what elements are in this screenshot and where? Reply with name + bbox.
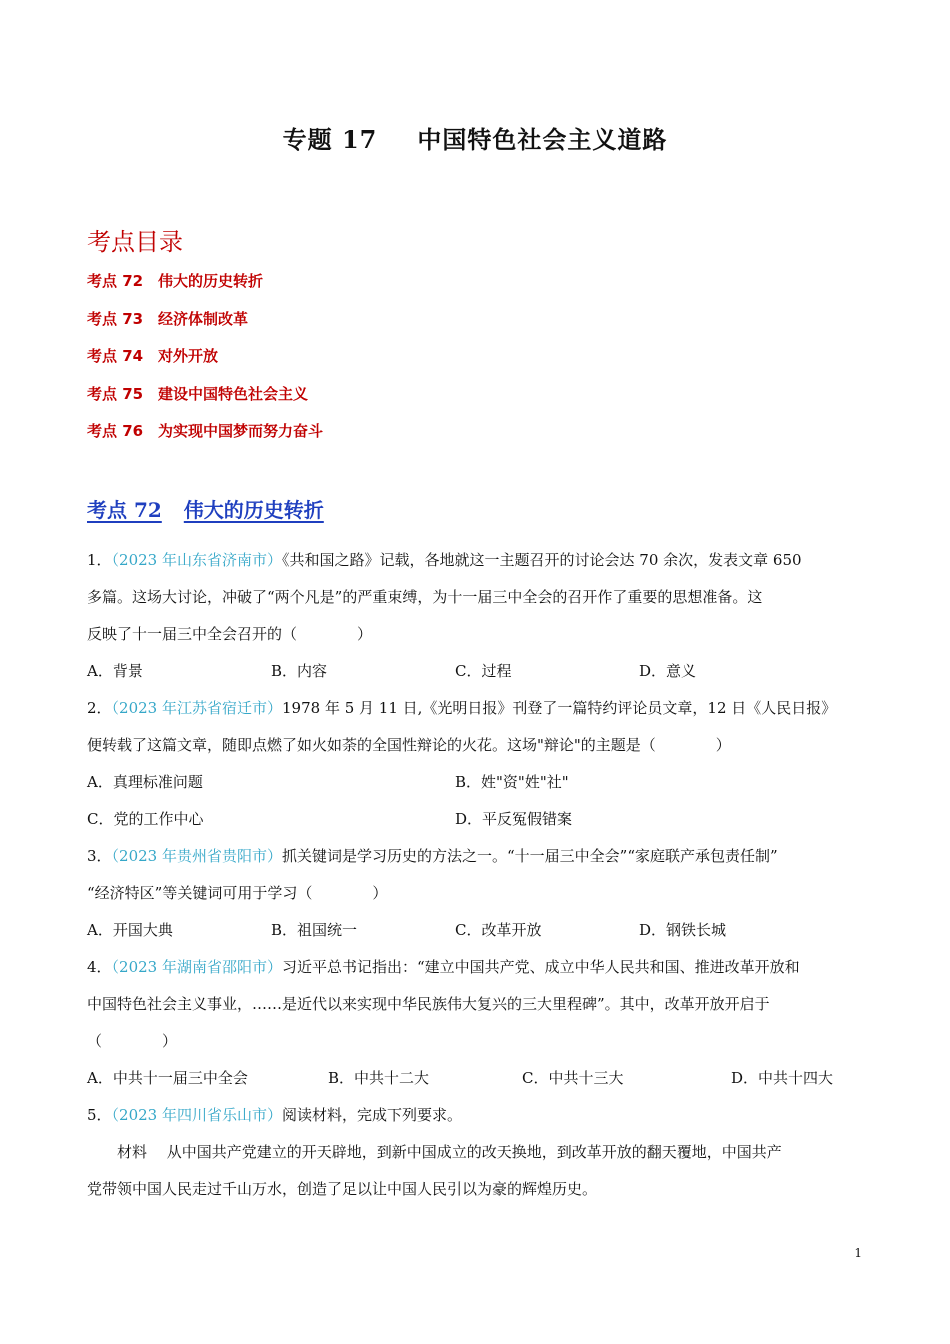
section-heading[interactable] [87,494,324,523]
question-number: 2． [87,699,112,717]
stem-line: 《共和国之路》记载，各地就这一主题召开的讨论会达 70 余次，发表文章 650 [282,551,802,569]
question-source: （2023 年山东省济南市） [111,551,282,569]
option-b[interactable]: B．内容 [271,662,328,680]
question-source: （2023 年四川省乐山市） [111,1106,282,1124]
title-text: 中国特色社会主义道路 [417,125,668,154]
option-d[interactable]: D．平反冤假错案 [455,810,573,828]
question-number: 4． [87,958,112,976]
question-source: （2023 年湖南省邵阳市） [111,958,282,976]
stem-line: 便转载了这篇文章，随即点燃了如火如荼的全国性辩论的火花。这场"辩论"的主题是（ ） [87,736,731,754]
question-stem [87,690,863,764]
option-a[interactable]: A．背景 [87,662,143,680]
material-line: 党带领中国人民走过千山万水，创造了足以让中国人民引以为豪的辉煌历史。 [87,1180,598,1198]
options-row [87,801,863,838]
material-label: 材料 [117,1143,148,1161]
question-body [87,542,863,1208]
material-paragraph [87,1134,863,1208]
option-c[interactable]: C．过程 [455,662,512,680]
stem-line: 中国特色社会主义事业，……是近代以来实现中华民族伟大复兴的三大里程碑”。其中，改革开放开启于 [87,995,770,1013]
section-num: 考点 72 [87,498,162,522]
section-text: 伟大的历史转折 [183,498,324,522]
question-2 [87,690,863,838]
options-row [87,912,863,949]
question-number: 1． [87,551,112,569]
question-stem [87,1097,863,1134]
option-d[interactable]: D．中共十四大 [731,1069,834,1087]
options-row [87,653,863,690]
options-row [87,764,863,801]
question-stem [87,838,863,912]
stem-line: 反映了十一届三中全会召开的（ ） [87,625,373,643]
question-3 [87,838,863,949]
option-b[interactable]: B．姓"资"姓"社" [455,773,569,791]
question-number: 5． [87,1106,112,1124]
toc-list [87,268,323,456]
toc-heading: 考点目录 [87,228,183,256]
toc-item[interactable] [87,268,323,306]
option-d[interactable]: D．意义 [639,662,697,680]
option-c[interactable]: C．改革开放 [455,921,542,939]
stem-line: 1978 年 5 月 11 日,《光明日报》刊登了一篇特约评论员文章，12 日《人民日报》 [282,699,837,717]
toc-item-text: 经济体制改革 [158,309,249,328]
option-c[interactable]: C．党的工作中心 [87,810,204,828]
toc-item-text: 对外开放 [158,347,219,365]
option-b[interactable]: B．中共十二大 [328,1069,430,1087]
toc-item-num: 考点 76 [87,422,144,440]
options-row [87,1060,863,1097]
option-a[interactable]: A．真理标准问题 [87,773,203,791]
toc-item[interactable] [87,381,323,419]
option-a[interactable]: A．开国大典 [87,921,173,939]
stem-line: 多篇。这场大讨论，冲破了“两个凡是”的严重束缚，为十一届三中全会的召开作了重要的思想准备。这 [87,588,763,606]
stem-line: 阅读材料，完成下列要求。 [282,1106,463,1124]
option-c[interactable]: C．中共十三大 [522,1069,624,1087]
question-source: （2023 年贵州省贵阳市） [111,847,282,865]
question-4 [87,949,863,1097]
option-d[interactable]: D．钢铁长城 [639,921,727,939]
question-number: 3． [87,847,112,865]
stem-line: 抓关键词是学习历史的方法之一。“十一届三中全会”“家庭联产承包责任制” [282,847,778,865]
question-5 [87,1097,863,1208]
material-line: 从中国共产党建立的开天辟地，到新中国成立的改天换地，到改革开放的翻天覆地，中国共产 [166,1143,782,1161]
stem-line: “经济特区”等关键词可用于学习（ ） [87,884,388,902]
title-label: 专题 17 [282,125,378,154]
toc-item-text: 建设中国特色社会主义 [158,384,309,403]
toc-item[interactable] [87,418,323,456]
page-title [0,120,950,155]
toc-item-num: 考点 73 [87,309,144,328]
option-a[interactable]: A．中共十一届三中全会 [87,1069,248,1087]
option-b[interactable]: B．祖国统一 [271,921,358,939]
toc-item-text: 为实现中国梦而努力奋斗 [158,422,324,440]
question-stem [87,542,863,653]
page-number: 1 [854,1246,862,1260]
question-stem [87,949,863,1060]
question-source: （2023 年江苏省宿迁市） [111,699,282,717]
toc-item-num: 考点 74 [87,347,144,365]
toc-item-num: 考点 75 [87,384,144,403]
stem-line: （ ） [87,1032,178,1050]
toc-item-text: 伟大的历史转折 [158,272,264,290]
stem-line: 习近平总书记指出：“建立中国共产党、成立中华人民共和国、推进改革开放和 [282,958,800,976]
question-1 [87,542,863,690]
toc-item[interactable] [87,306,323,344]
toc-item[interactable] [87,343,323,381]
toc-item-num: 考点 72 [87,272,144,290]
